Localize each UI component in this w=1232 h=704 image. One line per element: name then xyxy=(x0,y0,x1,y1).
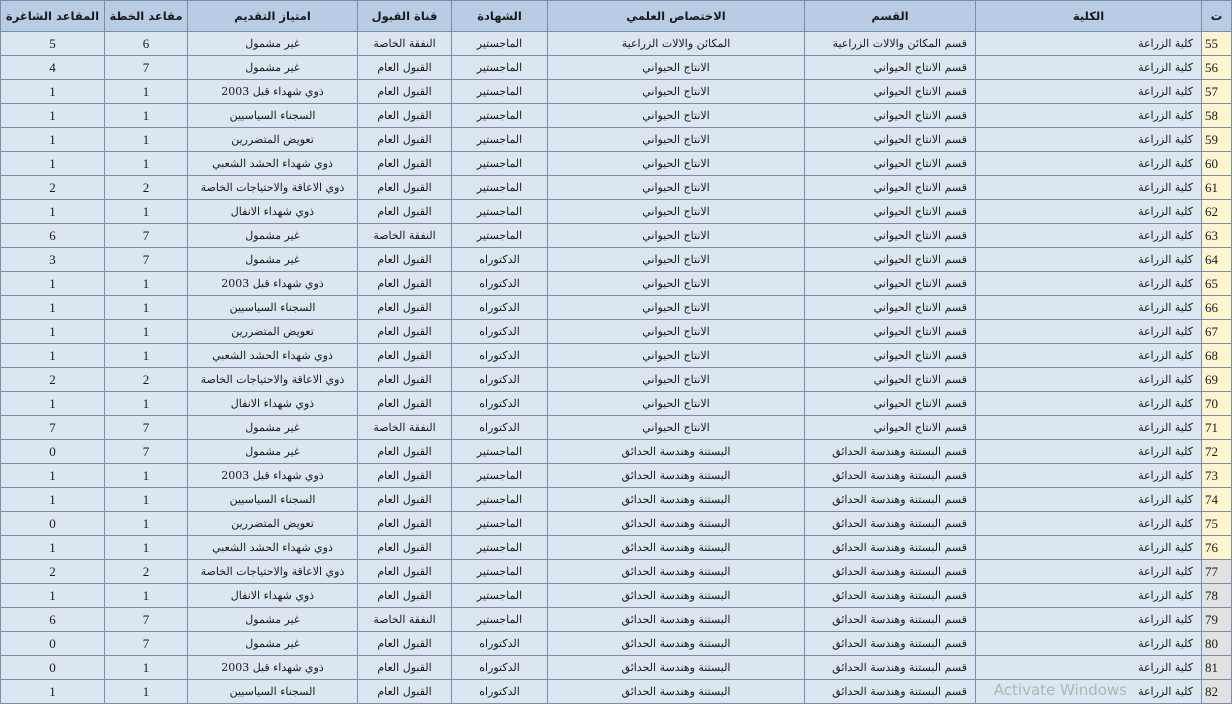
cell-specialization[interactable]: الانتاج الحيواني xyxy=(548,200,805,224)
table-row xyxy=(1,320,1232,344)
cell-index[interactable]: 79 xyxy=(1202,608,1232,632)
cell-plan-seats[interactable]: 1 xyxy=(105,344,188,368)
cell-department[interactable]: قسم الانتاج الحيواني xyxy=(805,80,976,104)
cell-index[interactable]: 66 xyxy=(1202,296,1232,320)
cell-degree[interactable]: الدكتوراه xyxy=(452,368,548,392)
cell-college[interactable]: كلية الزراعة xyxy=(976,248,1202,272)
cell-department[interactable]: قسم البستنة وهندسة الحدائق xyxy=(805,560,976,584)
cell-specialization[interactable]: البستنة وهندسة الحدائق xyxy=(548,608,805,632)
cell-privilege[interactable]: ذوي شهداء قبل 2003 xyxy=(188,80,358,104)
cell-specialization[interactable]: البستنة وهندسة الحدائق xyxy=(548,536,805,560)
cell-degree[interactable]: الماجستير xyxy=(452,512,548,536)
cell-privilege[interactable]: ذوي شهداء الحشد الشعبي xyxy=(188,536,358,560)
cell-specialization[interactable]: البستنة وهندسة الحدائق xyxy=(548,680,805,704)
cell-specialization[interactable]: البستنة وهندسة الحدائق xyxy=(548,584,805,608)
cell-college[interactable]: كلية الزراعة xyxy=(976,80,1202,104)
cell-plan-seats[interactable]: 7 xyxy=(105,248,188,272)
cell-department[interactable]: قسم البستنة وهندسة الحدائق xyxy=(805,440,976,464)
cell-privilege[interactable]: السجناء السياسيين xyxy=(188,488,358,512)
header-department[interactable]: القسم xyxy=(805,1,976,32)
cell-privilege[interactable]: غير مشمول xyxy=(188,248,358,272)
cell-admission-channel[interactable]: النفقة الخاصة xyxy=(358,416,452,440)
cell-admission-channel[interactable]: القبول العام xyxy=(358,80,452,104)
cell-plan-seats[interactable]: 7 xyxy=(105,416,188,440)
cell-vacant-seats[interactable]: 1 xyxy=(1,272,105,296)
cell-privilege[interactable]: غير مشمول xyxy=(188,440,358,464)
cell-privilege[interactable]: ذوي شهداء الانفال xyxy=(188,584,358,608)
table-row xyxy=(1,488,1232,512)
cell-index[interactable]: 65 xyxy=(1202,272,1232,296)
cell-index[interactable]: 73 xyxy=(1202,464,1232,488)
cell-specialization[interactable]: البستنة وهندسة الحدائق xyxy=(548,440,805,464)
header-row xyxy=(1,1,1232,32)
cell-plan-seats[interactable]: 6 xyxy=(105,32,188,56)
cell-privilege[interactable]: ذوي الاعاقة والاحتياجات الخاصة xyxy=(188,368,358,392)
cell-vacant-seats[interactable]: 1 xyxy=(1,680,105,704)
cell-index[interactable]: 70 xyxy=(1202,392,1232,416)
table-row xyxy=(1,296,1232,320)
cell-college[interactable]: كلية الزراعة xyxy=(976,440,1202,464)
activate-windows-watermark: Activate Windows xyxy=(993,681,1127,699)
cell-degree[interactable]: الماجستير xyxy=(452,56,548,80)
cell-privilege[interactable]: ذوي الاعاقة والاحتياجات الخاصة xyxy=(188,560,358,584)
table-row xyxy=(1,368,1232,392)
cell-index[interactable]: 81 xyxy=(1202,656,1232,680)
cell-plan-seats[interactable]: 1 xyxy=(105,584,188,608)
cell-college[interactable]: كلية الزراعة xyxy=(976,56,1202,80)
cell-degree[interactable]: الماجستير xyxy=(452,560,548,584)
header-vacant-seats[interactable]: المقاعد الشاغرة xyxy=(1,1,105,32)
cell-degree[interactable]: الماجستير xyxy=(452,440,548,464)
table-row xyxy=(1,536,1232,560)
cell-plan-seats[interactable]: 1 xyxy=(105,128,188,152)
cell-college[interactable]: كلية الزراعة xyxy=(976,128,1202,152)
cell-plan-seats[interactable]: 1 xyxy=(105,320,188,344)
cell-college[interactable]: كلية الزراعة xyxy=(976,320,1202,344)
cell-index[interactable]: 72 xyxy=(1202,440,1232,464)
cell-college[interactable]: كلية الزراعة xyxy=(976,32,1202,56)
cell-admission-channel[interactable]: القبول العام xyxy=(358,536,452,560)
cell-index[interactable]: 64 xyxy=(1202,248,1232,272)
cell-degree[interactable]: الماجستير xyxy=(452,80,548,104)
cell-specialization[interactable]: الانتاج الحيواني xyxy=(548,248,805,272)
cell-plan-seats[interactable]: 7 xyxy=(105,56,188,80)
cell-specialization[interactable]: الانتاج الحيواني xyxy=(548,344,805,368)
cell-college[interactable]: كلية الزراعة xyxy=(976,104,1202,128)
cell-plan-seats[interactable]: 1 xyxy=(105,488,188,512)
cell-privilege[interactable]: السجناء السياسيين xyxy=(188,104,358,128)
cell-admission-channel[interactable]: القبول العام xyxy=(358,392,452,416)
header-college[interactable]: الكلية xyxy=(976,1,1202,32)
cell-degree[interactable]: الماجستير xyxy=(452,104,548,128)
cell-college[interactable]: كلية الزراعة xyxy=(976,344,1202,368)
cell-department[interactable]: قسم الانتاج الحيواني xyxy=(805,128,976,152)
cell-index[interactable]: 63 xyxy=(1202,224,1232,248)
cell-vacant-seats[interactable]: 2 xyxy=(1,368,105,392)
cell-index[interactable]: 77 xyxy=(1202,560,1232,584)
cell-department[interactable]: قسم الانتاج الحيواني xyxy=(805,320,976,344)
cell-vacant-seats[interactable]: 7 xyxy=(1,416,105,440)
table-row xyxy=(1,656,1232,680)
cell-college[interactable]: كلية الزراعة xyxy=(976,464,1202,488)
cell-plan-seats[interactable]: 1 xyxy=(105,680,188,704)
cell-department[interactable]: قسم الانتاج الحيواني xyxy=(805,176,976,200)
cell-vacant-seats[interactable]: 1 xyxy=(1,392,105,416)
cell-plan-seats[interactable]: 1 xyxy=(105,536,188,560)
cell-index[interactable]: 80 xyxy=(1202,632,1232,656)
header-index[interactable]: ت xyxy=(1202,1,1232,32)
header-privilege[interactable]: امتياز التقديم xyxy=(188,1,358,32)
cell-privilege[interactable]: ذوي شهداء قبل 2003 xyxy=(188,272,358,296)
table-row xyxy=(1,152,1232,176)
cell-index[interactable]: 57 xyxy=(1202,80,1232,104)
cell-privilege[interactable]: غير مشمول xyxy=(188,224,358,248)
cell-college[interactable]: كلية الزراعة xyxy=(976,296,1202,320)
cell-admission-channel[interactable]: القبول العام xyxy=(358,512,452,536)
cell-department[interactable]: قسم المكائن والالات الزراعية xyxy=(805,32,976,56)
cell-vacant-seats[interactable]: 1 xyxy=(1,80,105,104)
cell-specialization[interactable]: الانتاج الحيواني xyxy=(548,392,805,416)
table-row xyxy=(1,608,1232,632)
header-specialization[interactable]: الاختصاص العلمي xyxy=(548,1,805,32)
cell-vacant-seats[interactable]: 1 xyxy=(1,464,105,488)
cell-admission-channel[interactable]: القبول العام xyxy=(358,56,452,80)
cell-vacant-seats[interactable]: 6 xyxy=(1,608,105,632)
cell-plan-seats[interactable]: 1 xyxy=(105,656,188,680)
cell-privilege[interactable]: ذوي شهداء الانفال xyxy=(188,392,358,416)
cell-admission-channel[interactable]: القبول العام xyxy=(358,320,452,344)
table-row xyxy=(1,32,1232,56)
cell-admission-channel[interactable]: القبول العام xyxy=(358,656,452,680)
cell-vacant-seats[interactable]: 1 xyxy=(1,488,105,512)
cell-department[interactable]: قسم البستنة وهندسة الحدائق xyxy=(805,656,976,680)
cell-college[interactable]: كلية الزراعة xyxy=(976,560,1202,584)
cell-degree[interactable]: الماجستير xyxy=(452,584,548,608)
cell-college[interactable]: كلية الزراعة xyxy=(976,368,1202,392)
cell-college[interactable]: كلية الزراعة xyxy=(976,512,1202,536)
cell-specialization[interactable]: البستنة وهندسة الحدائق xyxy=(548,464,805,488)
cell-admission-channel[interactable]: القبول العام xyxy=(358,344,452,368)
cell-index[interactable]: 74 xyxy=(1202,488,1232,512)
cell-college[interactable]: كلية الزراعة xyxy=(976,272,1202,296)
cell-department[interactable]: قسم البستنة وهندسة الحدائق xyxy=(805,608,976,632)
cell-privilege[interactable]: السجناء السياسيين xyxy=(188,296,358,320)
header-degree[interactable]: الشهادة xyxy=(452,1,548,32)
cell-admission-channel[interactable]: القبول العام xyxy=(358,368,452,392)
cell-department[interactable]: قسم البستنة وهندسة الحدائق xyxy=(805,584,976,608)
table-row xyxy=(1,464,1232,488)
cell-vacant-seats[interactable]: 1 xyxy=(1,152,105,176)
cell-plan-seats[interactable]: 1 xyxy=(105,392,188,416)
cell-college[interactable]: كلية الزراعة xyxy=(976,584,1202,608)
cell-plan-seats[interactable]: 7 xyxy=(105,608,188,632)
cell-college[interactable]: كلية الزراعة xyxy=(976,632,1202,656)
cell-admission-channel[interactable]: القبول العام xyxy=(358,152,452,176)
cell-admission-channel[interactable]: القبول العام xyxy=(358,128,452,152)
cell-specialization[interactable]: الانتاج الحيواني xyxy=(548,104,805,128)
cell-specialization[interactable]: البستنة وهندسة الحدائق xyxy=(548,488,805,512)
cell-degree[interactable]: الدكتوراه xyxy=(452,416,548,440)
cell-college[interactable]: كلية الزراعة xyxy=(976,176,1202,200)
cell-vacant-seats[interactable]: 5 xyxy=(1,32,105,56)
cell-admission-channel[interactable]: القبول العام xyxy=(358,488,452,512)
table-row xyxy=(1,80,1232,104)
cell-vacant-seats[interactable]: 3 xyxy=(1,248,105,272)
cell-department[interactable]: قسم البستنة وهندسة الحدائق xyxy=(805,464,976,488)
cell-vacant-seats[interactable]: 2 xyxy=(1,176,105,200)
cell-specialization[interactable]: البستنة وهندسة الحدائق xyxy=(548,632,805,656)
cell-privilege[interactable]: غير مشمول xyxy=(188,32,358,56)
cell-admission-channel[interactable]: النفقة الخاصة xyxy=(358,608,452,632)
cell-college[interactable]: كلية الزراعة xyxy=(976,680,1202,704)
table-row xyxy=(1,56,1232,80)
cell-index[interactable]: 58 xyxy=(1202,104,1232,128)
cell-admission-channel[interactable]: القبول العام xyxy=(358,584,452,608)
cell-plan-seats[interactable]: 1 xyxy=(105,152,188,176)
cell-vacant-seats[interactable]: 4 xyxy=(1,56,105,80)
cell-privilege[interactable]: ذوي شهداء قبل 2003 xyxy=(188,464,358,488)
cell-college[interactable]: كلية الزراعة xyxy=(976,656,1202,680)
cell-specialization[interactable]: الانتاج الحيواني xyxy=(548,296,805,320)
cell-department[interactable]: قسم البستنة وهندسة الحدائق xyxy=(805,680,976,704)
cell-index[interactable]: 82 xyxy=(1202,680,1232,704)
cell-college[interactable]: كلية الزراعة xyxy=(976,608,1202,632)
cell-college[interactable]: كلية الزراعة xyxy=(976,224,1202,248)
cell-admission-channel[interactable]: القبول العام xyxy=(358,296,452,320)
table-row xyxy=(1,560,1232,584)
cell-college[interactable]: كلية الزراعة xyxy=(976,392,1202,416)
cell-index[interactable]: 61 xyxy=(1202,176,1232,200)
cell-specialization[interactable]: البستنة وهندسة الحدائق xyxy=(548,560,805,584)
cell-admission-channel[interactable]: القبول العام xyxy=(358,200,452,224)
cell-college[interactable]: كلية الزراعة xyxy=(976,152,1202,176)
cell-plan-seats[interactable]: 1 xyxy=(105,80,188,104)
cell-privilege[interactable]: تعويض المتضررين xyxy=(188,320,358,344)
cell-department[interactable]: قسم الانتاج الحيواني xyxy=(805,104,976,128)
cell-index[interactable]: 55 xyxy=(1202,32,1232,56)
cell-department[interactable]: قسم الانتاج الحيواني xyxy=(805,344,976,368)
cell-specialization[interactable]: المكائن والالات الزراعية xyxy=(548,32,805,56)
cell-admission-channel[interactable]: القبول العام xyxy=(358,104,452,128)
cell-degree[interactable]: الدكتوراه xyxy=(452,296,548,320)
cell-plan-seats[interactable]: 1 xyxy=(105,104,188,128)
cell-department[interactable]: قسم الانتاج الحيواني xyxy=(805,296,976,320)
header-plan-seats[interactable]: مقاعد الخطة xyxy=(105,1,188,32)
cell-plan-seats[interactable]: 1 xyxy=(105,464,188,488)
cell-privilege[interactable]: تعويض المتضررين xyxy=(188,512,358,536)
cell-admission-channel[interactable]: القبول العام xyxy=(358,464,452,488)
table-body xyxy=(1,32,1232,704)
cell-plan-seats[interactable]: 1 xyxy=(105,512,188,536)
cell-degree[interactable]: الماجستير xyxy=(452,152,548,176)
cell-index[interactable]: 71 xyxy=(1202,416,1232,440)
cell-privilege[interactable]: غير مشمول xyxy=(188,608,358,632)
cell-vacant-seats[interactable]: 1 xyxy=(1,104,105,128)
table-row xyxy=(1,440,1232,464)
cell-vacant-seats[interactable]: 1 xyxy=(1,584,105,608)
cell-vacant-seats[interactable]: 1 xyxy=(1,296,105,320)
cell-privilege[interactable]: ذوي شهداء الانفال xyxy=(188,200,358,224)
table-row xyxy=(1,176,1232,200)
cell-vacant-seats[interactable]: 1 xyxy=(1,344,105,368)
table-row xyxy=(1,128,1232,152)
cell-privilege[interactable]: ذوي شهداء قبل 2003 xyxy=(188,656,358,680)
cell-vacant-seats[interactable]: 1 xyxy=(1,320,105,344)
cell-plan-seats[interactable]: 2 xyxy=(105,560,188,584)
cell-index[interactable]: 67 xyxy=(1202,320,1232,344)
table-row xyxy=(1,680,1232,704)
cell-specialization[interactable]: الانتاج الحيواني xyxy=(548,368,805,392)
cell-degree[interactable]: الدكتوراه xyxy=(452,248,548,272)
cell-privilege[interactable]: غير مشمول xyxy=(188,416,358,440)
cell-specialization[interactable]: الانتاج الحيواني xyxy=(548,416,805,440)
cell-index[interactable]: 59 xyxy=(1202,128,1232,152)
table-row xyxy=(1,248,1232,272)
table-row xyxy=(1,584,1232,608)
cell-admission-channel[interactable]: القبول العام xyxy=(358,272,452,296)
cell-vacant-seats[interactable]: 1 xyxy=(1,200,105,224)
cell-college[interactable]: كلية الزراعة xyxy=(976,488,1202,512)
cell-vacant-seats[interactable]: 0 xyxy=(1,512,105,536)
cell-specialization[interactable]: الانتاج الحيواني xyxy=(548,272,805,296)
cell-plan-seats[interactable]: 1 xyxy=(105,296,188,320)
cell-degree[interactable]: الماجستير xyxy=(452,488,548,512)
cell-specialization[interactable]: الانتاج الحيواني xyxy=(548,224,805,248)
table-row xyxy=(1,224,1232,248)
cell-admission-channel[interactable]: القبول العام xyxy=(358,248,452,272)
cell-index[interactable]: 75 xyxy=(1202,512,1232,536)
cell-plan-seats[interactable]: 1 xyxy=(105,200,188,224)
cell-privilege[interactable]: تعويض المتضررين xyxy=(188,128,358,152)
cell-degree[interactable]: الماجستير xyxy=(452,32,548,56)
cell-specialization[interactable]: الانتاج الحيواني xyxy=(548,56,805,80)
cell-privilege[interactable]: غير مشمول xyxy=(188,632,358,656)
cell-specialization[interactable]: الانتاج الحيواني xyxy=(548,320,805,344)
cell-index[interactable]: 78 xyxy=(1202,584,1232,608)
cell-plan-seats[interactable]: 1 xyxy=(105,272,188,296)
cell-degree[interactable]: الدكتوراه xyxy=(452,656,548,680)
cell-college[interactable]: كلية الزراعة xyxy=(976,536,1202,560)
cell-degree[interactable]: الدكتوراه xyxy=(452,272,548,296)
table-row xyxy=(1,344,1232,368)
cell-degree[interactable]: الماجستير xyxy=(452,128,548,152)
table-row xyxy=(1,632,1232,656)
header-admission-channel[interactable]: قناة القبول xyxy=(358,1,452,32)
table-row xyxy=(1,272,1232,296)
cell-degree[interactable]: الماجستير xyxy=(452,224,548,248)
cell-privilege[interactable]: ذوي الاعاقة والاحتياجات الخاصة xyxy=(188,176,358,200)
cell-plan-seats[interactable]: 2 xyxy=(105,176,188,200)
cell-specialization[interactable]: الانتاج الحيواني xyxy=(548,152,805,176)
cell-index[interactable]: 69 xyxy=(1202,368,1232,392)
cell-degree[interactable]: الماجستير xyxy=(452,464,548,488)
cell-department[interactable]: قسم الانتاج الحيواني xyxy=(805,224,976,248)
cell-plan-seats[interactable]: 2 xyxy=(105,368,188,392)
table-row xyxy=(1,416,1232,440)
cell-department[interactable]: قسم الانتاج الحيواني xyxy=(805,248,976,272)
cell-plan-seats[interactable]: 7 xyxy=(105,224,188,248)
cell-index[interactable]: 60 xyxy=(1202,152,1232,176)
cell-index[interactable]: 68 xyxy=(1202,344,1232,368)
cell-department[interactable]: قسم البستنة وهندسة الحدائق xyxy=(805,488,976,512)
table-row xyxy=(1,200,1232,224)
cell-admission-channel[interactable]: النفقة الخاصة xyxy=(358,32,452,56)
cell-specialization[interactable]: الانتاج الحيواني xyxy=(548,128,805,152)
cell-vacant-seats[interactable]: 0 xyxy=(1,632,105,656)
cell-degree[interactable]: الدكتوراه xyxy=(452,680,548,704)
cell-privilege[interactable]: غير مشمول xyxy=(188,56,358,80)
cell-index[interactable]: 76 xyxy=(1202,536,1232,560)
cell-vacant-seats[interactable]: 2 xyxy=(1,560,105,584)
cell-college[interactable]: كلية الزراعة xyxy=(976,200,1202,224)
cell-department[interactable]: قسم الانتاج الحيواني xyxy=(805,56,976,80)
cell-vacant-seats[interactable]: 1 xyxy=(1,536,105,560)
cell-admission-channel[interactable]: القبول العام xyxy=(358,440,452,464)
cell-index[interactable]: 62 xyxy=(1202,200,1232,224)
cell-degree[interactable]: الدكتوراه xyxy=(452,320,548,344)
cell-admission-channel[interactable]: القبول العام xyxy=(358,632,452,656)
cell-plan-seats[interactable]: 7 xyxy=(105,440,188,464)
cell-department[interactable]: قسم البستنة وهندسة الحدائق xyxy=(805,512,976,536)
cell-index[interactable]: 56 xyxy=(1202,56,1232,80)
cell-department[interactable]: قسم البستنة وهندسة الحدائق xyxy=(805,536,976,560)
cell-degree[interactable]: الدكتوراه xyxy=(452,632,548,656)
cell-specialization[interactable]: البستنة وهندسة الحدائق xyxy=(548,512,805,536)
cell-department[interactable]: قسم البستنة وهندسة الحدائق xyxy=(805,632,976,656)
cell-vacant-seats[interactable]: 0 xyxy=(1,440,105,464)
cell-department[interactable]: قسم الانتاج الحيواني xyxy=(805,368,976,392)
cell-plan-seats[interactable]: 7 xyxy=(105,632,188,656)
cell-admission-channel[interactable]: القبول العام xyxy=(358,680,452,704)
cell-degree[interactable]: الماجستير xyxy=(452,536,548,560)
cell-privilege[interactable]: ذوي شهداء الحشد الشعبي xyxy=(188,152,358,176)
cell-specialization[interactable]: الانتاج الحيواني xyxy=(548,176,805,200)
cell-department[interactable]: قسم الانتاج الحيواني xyxy=(805,392,976,416)
cell-degree[interactable]: الماجستير xyxy=(452,608,548,632)
table-row xyxy=(1,512,1232,536)
cell-privilege[interactable]: ذوي شهداء الحشد الشعبي xyxy=(188,344,358,368)
cell-specialization[interactable]: الانتاج الحيواني xyxy=(548,80,805,104)
cell-admission-channel[interactable]: القبول العام xyxy=(358,560,452,584)
cell-specialization[interactable]: البستنة وهندسة الحدائق xyxy=(548,656,805,680)
cell-department[interactable]: قسم الانتاج الحيواني xyxy=(805,152,976,176)
cell-department[interactable]: قسم الانتاج الحيواني xyxy=(805,200,976,224)
cell-privilege[interactable]: السجناء السياسيين xyxy=(188,680,358,704)
cell-degree[interactable]: الماجستير xyxy=(452,176,548,200)
cell-department[interactable]: قسم الانتاج الحيواني xyxy=(805,416,976,440)
cell-degree[interactable]: الدكتوراه xyxy=(452,344,548,368)
cell-admission-channel[interactable]: النفقة الخاصة xyxy=(358,224,452,248)
table-row xyxy=(1,392,1232,416)
cell-vacant-seats[interactable]: 1 xyxy=(1,128,105,152)
cell-admission-channel[interactable]: القبول العام xyxy=(358,176,452,200)
cell-vacant-seats[interactable]: 0 xyxy=(1,656,105,680)
cell-college[interactable]: كلية الزراعة xyxy=(976,416,1202,440)
cell-department[interactable]: قسم الانتاج الحيواني xyxy=(805,272,976,296)
cell-degree[interactable]: الدكتوراه xyxy=(452,392,548,416)
table-row xyxy=(1,104,1232,128)
cell-degree[interactable]: الماجستير xyxy=(452,200,548,224)
cell-vacant-seats[interactable]: 6 xyxy=(1,224,105,248)
